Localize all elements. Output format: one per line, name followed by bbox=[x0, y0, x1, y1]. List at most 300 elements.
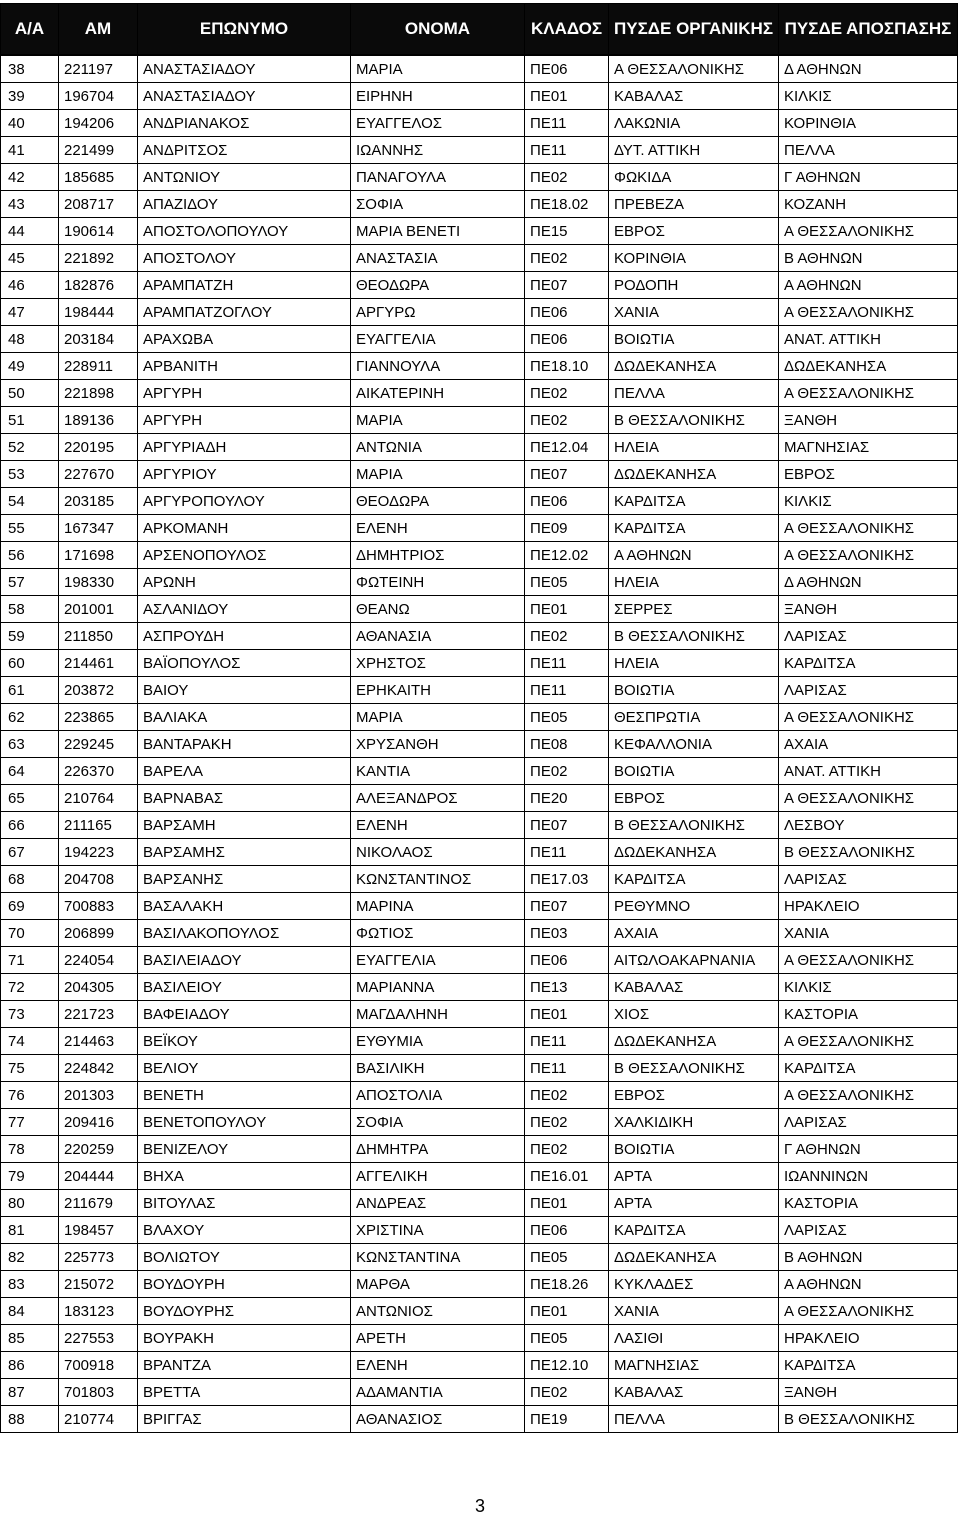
row-number-cell: 59 bbox=[1, 623, 59, 650]
secondment-pysde-cell: ΛΑΡΙΣΑΣ bbox=[779, 1109, 958, 1136]
first-name-cell: ΚΩΝΣΤΑΝΤΙΝΑ bbox=[351, 1244, 525, 1271]
table-row bbox=[1, 677, 958, 704]
first-name-cell: ΑΝΔΡΕΑΣ bbox=[351, 1190, 525, 1217]
organic-pysde-cell: ΚΟΡΙΝΘΙΑ bbox=[609, 245, 779, 272]
row-number-cell: 40 bbox=[1, 110, 59, 137]
table-row bbox=[1, 1001, 958, 1028]
organic-pysde-cell: ΑΡΤΑ bbox=[609, 1190, 779, 1217]
organic-pysde-cell: ΚΑΒΑΛΑΣ bbox=[609, 1379, 779, 1406]
surname-cell: ΑΡΓΥΡΙΑΔΗ bbox=[138, 434, 351, 461]
specialty-cell: ΠΕ05 bbox=[525, 704, 609, 731]
row-number-cell: 55 bbox=[1, 515, 59, 542]
first-name-cell: ΦΩΤΕΙΝΗ bbox=[351, 569, 525, 596]
first-name-cell: ΔΗΜΗΤΡΙΟΣ bbox=[351, 542, 525, 569]
table-body bbox=[1, 55, 958, 1433]
organic-pysde-cell: Β ΘΕΣΣΑΛΟΝΙΚΗΣ bbox=[609, 623, 779, 650]
specialty-cell: ΠΕ06 bbox=[525, 947, 609, 974]
secondment-pysde-cell: Α ΘΕΣΣΑΛΟΝΙΚΗΣ bbox=[779, 515, 958, 542]
secondment-pysde-cell: Α ΘΕΣΣΑΛΟΝΙΚΗΣ bbox=[779, 785, 958, 812]
organic-pysde-cell: ΔΩΔΕΚΑΝΗΣΑ bbox=[609, 1244, 779, 1271]
registry-number-cell: 190614 bbox=[59, 218, 138, 245]
specialty-cell: ΠΕ20 bbox=[525, 785, 609, 812]
first-name-cell: ΧΡΗΣΤΟΣ bbox=[351, 650, 525, 677]
secondment-pysde-cell: Α ΘΕΣΣΑΛΟΝΙΚΗΣ bbox=[779, 704, 958, 731]
secondment-pysde-cell: ΚΟΡΙΝΘΙΑ bbox=[779, 110, 958, 137]
first-name-cell: ΜΑΡΘΑ bbox=[351, 1271, 525, 1298]
surname-cell: ΑΠΟΣΤΟΛΟΥ bbox=[138, 245, 351, 272]
specialty-cell: ΠΕ18.02 bbox=[525, 191, 609, 218]
organic-pysde-cell: ΡΕΘΥΜΝΟ bbox=[609, 893, 779, 920]
table-row bbox=[1, 569, 958, 596]
surname-cell: ΑΝΑΣΤΑΣΙΑΔΟΥ bbox=[138, 83, 351, 110]
organic-pysde-cell: ΚΑΡΔΙΤΣΑ bbox=[609, 488, 779, 515]
organic-pysde-cell: Β ΘΕΣΣΑΛΟΝΙΚΗΣ bbox=[609, 407, 779, 434]
registry-number-cell: 204444 bbox=[59, 1163, 138, 1190]
surname-cell: ΒΛΑΧΟΥ bbox=[138, 1217, 351, 1244]
column-header-surname: ΕΠΩΝΥΜΟ bbox=[138, 4, 351, 56]
row-number-cell: 38 bbox=[1, 55, 59, 83]
organic-pysde-cell: ΚΑΒΑΛΑΣ bbox=[609, 83, 779, 110]
table-row bbox=[1, 1406, 958, 1433]
table-row bbox=[1, 542, 958, 569]
specialty-cell: ΠΕ02 bbox=[525, 407, 609, 434]
registry-number-cell: 183123 bbox=[59, 1298, 138, 1325]
column-header-name: ΟΝΟΜΑ bbox=[351, 4, 525, 56]
surname-cell: ΑΡΑΜΠΑΤΖΗ bbox=[138, 272, 351, 299]
table-row bbox=[1, 218, 958, 245]
row-number-cell: 65 bbox=[1, 785, 59, 812]
row-number-cell: 84 bbox=[1, 1298, 59, 1325]
surname-cell: ΒΑΣΙΛΕΙΑΔΟΥ bbox=[138, 947, 351, 974]
registry-number-cell: 215072 bbox=[59, 1271, 138, 1298]
table-row bbox=[1, 353, 958, 380]
row-number-cell: 75 bbox=[1, 1055, 59, 1082]
registry-number-cell: 198457 bbox=[59, 1217, 138, 1244]
first-name-cell: ΑΝΤΩΝΙΟΣ bbox=[351, 1298, 525, 1325]
organic-pysde-cell: ΗΛΕΙΑ bbox=[609, 569, 779, 596]
secondment-pysde-cell: ΚΑΡΔΙΤΣΑ bbox=[779, 650, 958, 677]
organic-pysde-cell: ΧΑΝΙΑ bbox=[609, 1298, 779, 1325]
surname-cell: ΒΑΦΕΙΑΔΟΥ bbox=[138, 1001, 351, 1028]
row-number-cell: 53 bbox=[1, 461, 59, 488]
specialty-cell: ΠΕ11 bbox=[525, 1055, 609, 1082]
column-header-organic-pysde: ΠΥΣΔΕ ΟΡΓΑΝΙΚΗΣ bbox=[609, 4, 779, 56]
surname-cell: ΑΡΩΝΗ bbox=[138, 569, 351, 596]
specialty-cell: ΠΕ12.04 bbox=[525, 434, 609, 461]
secondment-pysde-cell: ΞΑΝΘΗ bbox=[779, 596, 958, 623]
specialty-cell: ΠΕ18.26 bbox=[525, 1271, 609, 1298]
secondment-pysde-cell: ΚΙΛΚΙΣ bbox=[779, 974, 958, 1001]
surname-cell: ΒΡΑΝΤΖΑ bbox=[138, 1352, 351, 1379]
table-row bbox=[1, 1271, 958, 1298]
organic-pysde-cell: ΒΟΙΩΤΙΑ bbox=[609, 1136, 779, 1163]
row-number-cell: 41 bbox=[1, 137, 59, 164]
first-name-cell: ΙΩΑΝΝΗΣ bbox=[351, 137, 525, 164]
first-name-cell: ΑΛΕΞΑΝΔΡΟΣ bbox=[351, 785, 525, 812]
secondment-pysde-cell: ΙΩΑΝΝΙΝΩΝ bbox=[779, 1163, 958, 1190]
row-number-cell: 86 bbox=[1, 1352, 59, 1379]
organic-pysde-cell: Β ΘΕΣΣΑΛΟΝΙΚΗΣ bbox=[609, 812, 779, 839]
organic-pysde-cell: ΣΕΡΡΕΣ bbox=[609, 596, 779, 623]
specialty-cell: ΠΕ11 bbox=[525, 110, 609, 137]
specialty-cell: ΠΕ01 bbox=[525, 1190, 609, 1217]
secondment-pysde-cell: ΠΕΛΛΑ bbox=[779, 137, 958, 164]
registry-number-cell: 221892 bbox=[59, 245, 138, 272]
row-number-cell: 61 bbox=[1, 677, 59, 704]
specialty-cell: ΠΕ03 bbox=[525, 920, 609, 947]
first-name-cell: ΑΘΑΝΑΣΙΟΣ bbox=[351, 1406, 525, 1433]
organic-pysde-cell: ΚΕΦΑΛΛΟΝΙΑ bbox=[609, 731, 779, 758]
secondment-pysde-cell: Β ΑΘΗΝΩΝ bbox=[779, 1244, 958, 1271]
first-name-cell: ΕΛΕΝΗ bbox=[351, 515, 525, 542]
registry-number-cell: 214463 bbox=[59, 1028, 138, 1055]
surname-cell: ΒΑΣΙΛΑΚΟΠΟΥΛΟΣ bbox=[138, 920, 351, 947]
organic-pysde-cell: ΚΑΡΔΙΤΣΑ bbox=[609, 1217, 779, 1244]
surname-cell: ΒΡΙΓΓΑΣ bbox=[138, 1406, 351, 1433]
row-number-cell: 74 bbox=[1, 1028, 59, 1055]
secondment-pysde-cell: Α ΘΕΣΣΑΛΟΝΙΚΗΣ bbox=[779, 299, 958, 326]
secondment-pysde-cell: ΞΑΝΘΗ bbox=[779, 1379, 958, 1406]
registry-number-cell: 210764 bbox=[59, 785, 138, 812]
secondment-pysde-cell: Α ΑΘΗΝΩΝ bbox=[779, 1271, 958, 1298]
organic-pysde-cell: ΔΩΔΕΚΑΝΗΣΑ bbox=[609, 461, 779, 488]
row-number-cell: 77 bbox=[1, 1109, 59, 1136]
table-row bbox=[1, 1028, 958, 1055]
column-header-aa: Α/Α bbox=[1, 4, 59, 56]
specialty-cell: ΠΕ02 bbox=[525, 1109, 609, 1136]
surname-cell: ΒΑΡΣΑΝΗΣ bbox=[138, 866, 351, 893]
registry-number-cell: 209416 bbox=[59, 1109, 138, 1136]
surname-cell: ΑΠΑΖΙΔΟΥ bbox=[138, 191, 351, 218]
secondment-pysde-cell: Α ΘΕΣΣΑΛΟΝΙΚΗΣ bbox=[779, 542, 958, 569]
table-row bbox=[1, 893, 958, 920]
first-name-cell: ΑΠΟΣΤΟΛΙΑ bbox=[351, 1082, 525, 1109]
row-number-cell: 71 bbox=[1, 947, 59, 974]
row-number-cell: 79 bbox=[1, 1163, 59, 1190]
specialty-cell: ΠΕ02 bbox=[525, 1136, 609, 1163]
secondment-pysde-cell: Α ΘΕΣΣΑΛΟΝΙΚΗΣ bbox=[779, 1028, 958, 1055]
table-row bbox=[1, 407, 958, 434]
secondment-pysde-cell: ΕΒΡΟΣ bbox=[779, 461, 958, 488]
specialty-cell: ΠΕ11 bbox=[525, 839, 609, 866]
organic-pysde-cell: ΕΒΡΟΣ bbox=[609, 1082, 779, 1109]
registry-number-cell: 227670 bbox=[59, 461, 138, 488]
row-number-cell: 56 bbox=[1, 542, 59, 569]
organic-pysde-cell: ΑΙΤΩΛΟΑΚΑΡΝΑΝΙΑ bbox=[609, 947, 779, 974]
first-name-cell: ΜΑΡΙΑ bbox=[351, 461, 525, 488]
first-name-cell: ΘΕΟΔΩΡΑ bbox=[351, 272, 525, 299]
secondment-pysde-cell: Α ΘΕΣΣΑΛΟΝΙΚΗΣ bbox=[779, 380, 958, 407]
first-name-cell: ΚΩΝΣΤΑΝΤΙΝΟΣ bbox=[351, 866, 525, 893]
specialty-cell: ΠΕ12.10 bbox=[525, 1352, 609, 1379]
row-number-cell: 83 bbox=[1, 1271, 59, 1298]
row-number-cell: 68 bbox=[1, 866, 59, 893]
secondment-pysde-cell: ΜΑΓΝΗΣΙΑΣ bbox=[779, 434, 958, 461]
first-name-cell: ΕΙΡΗΝΗ bbox=[351, 83, 525, 110]
registry-number-cell: 214461 bbox=[59, 650, 138, 677]
surname-cell: ΑΡΚΟΜΑΝΗ bbox=[138, 515, 351, 542]
row-number-cell: 81 bbox=[1, 1217, 59, 1244]
organic-pysde-cell: ΑΧΑΙΑ bbox=[609, 920, 779, 947]
registry-number-cell: 227553 bbox=[59, 1325, 138, 1352]
specialty-cell: ΠΕ01 bbox=[525, 596, 609, 623]
row-number-cell: 70 bbox=[1, 920, 59, 947]
surname-cell: ΑΡΒΑΝΙΤΗ bbox=[138, 353, 351, 380]
row-number-cell: 54 bbox=[1, 488, 59, 515]
row-number-cell: 62 bbox=[1, 704, 59, 731]
table-row bbox=[1, 596, 958, 623]
row-number-cell: 52 bbox=[1, 434, 59, 461]
table-row bbox=[1, 1163, 958, 1190]
row-number-cell: 43 bbox=[1, 191, 59, 218]
organic-pysde-cell: ΛΑΚΩΝΙΑ bbox=[609, 110, 779, 137]
table-row bbox=[1, 1325, 958, 1352]
registry-number-cell: 210774 bbox=[59, 1406, 138, 1433]
registry-number-cell: 194223 bbox=[59, 839, 138, 866]
row-number-cell: 82 bbox=[1, 1244, 59, 1271]
registry-number-cell: 224842 bbox=[59, 1055, 138, 1082]
row-number-cell: 39 bbox=[1, 83, 59, 110]
row-number-cell: 76 bbox=[1, 1082, 59, 1109]
surname-cell: ΒΕΝΕΤΟΠΟΥΛΟΥ bbox=[138, 1109, 351, 1136]
surname-cell: ΒΑΪΟΠΟΥΛΟΣ bbox=[138, 650, 351, 677]
first-name-cell: ΒΑΣΙΛΙΚΗ bbox=[351, 1055, 525, 1082]
table-row bbox=[1, 245, 958, 272]
organic-pysde-cell: ΗΛΕΙΑ bbox=[609, 650, 779, 677]
specialty-cell: ΠΕ02 bbox=[525, 623, 609, 650]
organic-pysde-cell: ΚΑΒΑΛΑΣ bbox=[609, 974, 779, 1001]
surname-cell: ΑΡΓΥΡΙΟΥ bbox=[138, 461, 351, 488]
table-header bbox=[1, 4, 958, 56]
organic-pysde-cell: ΕΒΡΟΣ bbox=[609, 218, 779, 245]
organic-pysde-cell: ΦΩΚΙΔΑ bbox=[609, 164, 779, 191]
secondment-pysde-cell: Α ΘΕΣΣΑΛΟΝΙΚΗΣ bbox=[779, 218, 958, 245]
surname-cell: ΑΠΟΣΤΟΛΟΠΟΥΛΟΥ bbox=[138, 218, 351, 245]
organic-pysde-cell: ΔΩΔΕΚΑΝΗΣΑ bbox=[609, 1028, 779, 1055]
organic-pysde-cell: ΠΕΛΛΑ bbox=[609, 1406, 779, 1433]
secondment-pysde-cell: Α ΘΕΣΣΑΛΟΝΙΚΗΣ bbox=[779, 947, 958, 974]
registry-number-cell: 201303 bbox=[59, 1082, 138, 1109]
first-name-cell: ΜΑΡΙΑ bbox=[351, 55, 525, 83]
surname-cell: ΒΑΛΙΑΚΑ bbox=[138, 704, 351, 731]
registry-number-cell: 171698 bbox=[59, 542, 138, 569]
secondment-pysde-cell: ΚΙΛΚΙΣ bbox=[779, 83, 958, 110]
secondment-pysde-cell: ΞΑΝΘΗ bbox=[779, 407, 958, 434]
row-number-cell: 47 bbox=[1, 299, 59, 326]
table-row bbox=[1, 380, 958, 407]
secondment-pysde-cell: ΧΑΝΙΑ bbox=[779, 920, 958, 947]
specialty-cell: ΠΕ06 bbox=[525, 326, 609, 353]
first-name-cell: ΑΝΑΣΤΑΣΙΑ bbox=[351, 245, 525, 272]
specialty-cell: ΠΕ08 bbox=[525, 731, 609, 758]
specialty-cell: ΠΕ01 bbox=[525, 1001, 609, 1028]
first-name-cell: ΜΑΡΙΝΑ bbox=[351, 893, 525, 920]
surname-cell: ΒΟΥΔΟΥΡΗ bbox=[138, 1271, 351, 1298]
first-name-cell: ΧΡΙΣΤΙΝΑ bbox=[351, 1217, 525, 1244]
specialty-cell: ΠΕ09 bbox=[525, 515, 609, 542]
organic-pysde-cell: ΗΛΕΙΑ bbox=[609, 434, 779, 461]
table-row bbox=[1, 83, 958, 110]
column-header-specialty: ΚΛΑΔΟΣ bbox=[525, 4, 609, 56]
table-row bbox=[1, 1352, 958, 1379]
organic-pysde-cell: ΚΑΡΔΙΤΣΑ bbox=[609, 515, 779, 542]
specialty-cell: ΠΕ07 bbox=[525, 461, 609, 488]
organic-pysde-cell: ΘΕΣΠΡΩΤΙΑ bbox=[609, 704, 779, 731]
table-row bbox=[1, 434, 958, 461]
row-number-cell: 78 bbox=[1, 1136, 59, 1163]
organic-pysde-cell: Α ΘΕΣΣΑΛΟΝΙΚΗΣ bbox=[609, 55, 779, 83]
registry-number-cell: 221499 bbox=[59, 137, 138, 164]
organic-pysde-cell: ΔΥΤ. ΑΤΤΙΚΗ bbox=[609, 137, 779, 164]
specialty-cell: ΠΕ12.02 bbox=[525, 542, 609, 569]
specialty-cell: ΠΕ06 bbox=[525, 55, 609, 83]
surname-cell: ΒΡΕΤΤΑ bbox=[138, 1379, 351, 1406]
registry-number-cell: 206899 bbox=[59, 920, 138, 947]
specialty-cell: ΠΕ07 bbox=[525, 893, 609, 920]
row-number-cell: 64 bbox=[1, 758, 59, 785]
first-name-cell: ΧΡΥΣΑΝΘΗ bbox=[351, 731, 525, 758]
table-row bbox=[1, 164, 958, 191]
row-number-cell: 49 bbox=[1, 353, 59, 380]
secondment-pysde-cell: Γ ΑΘΗΝΩΝ bbox=[779, 164, 958, 191]
secondment-pysde-cell: Δ ΑΘΗΝΩΝ bbox=[779, 55, 958, 83]
first-name-cell: ΝΙΚΟΛΑΟΣ bbox=[351, 839, 525, 866]
row-number-cell: 60 bbox=[1, 650, 59, 677]
organic-pysde-cell: ΡΟΔΟΠΗ bbox=[609, 272, 779, 299]
table-row bbox=[1, 461, 958, 488]
organic-pysde-cell: ΒΟΙΩΤΙΑ bbox=[609, 758, 779, 785]
registry-number-cell: 203872 bbox=[59, 677, 138, 704]
registry-number-cell: 225773 bbox=[59, 1244, 138, 1271]
registry-number-cell: 204305 bbox=[59, 974, 138, 1001]
specialty-cell: ΠΕ13 bbox=[525, 974, 609, 1001]
row-number-cell: 48 bbox=[1, 326, 59, 353]
teacher-assignment-table bbox=[0, 3, 958, 1433]
table-row bbox=[1, 785, 958, 812]
table-row bbox=[1, 1136, 958, 1163]
secondment-pysde-cell: Α ΘΕΣΣΑΛΟΝΙΚΗΣ bbox=[779, 1298, 958, 1325]
surname-cell: ΒΑΝΤΑΡΑΚΗ bbox=[138, 731, 351, 758]
specialty-cell: ΠΕ05 bbox=[525, 1325, 609, 1352]
first-name-cell: ΜΑΡΙΑ ΒΕΝΕΤΙ bbox=[351, 218, 525, 245]
registry-number-cell: 211850 bbox=[59, 623, 138, 650]
specialty-cell: ΠΕ06 bbox=[525, 488, 609, 515]
specialty-cell: ΠΕ15 bbox=[525, 218, 609, 245]
registry-number-cell: 198444 bbox=[59, 299, 138, 326]
table-row bbox=[1, 515, 958, 542]
secondment-pysde-cell: ΚΙΛΚΙΣ bbox=[779, 488, 958, 515]
organic-pysde-cell: ΠΡΕΒΕΖΑ bbox=[609, 191, 779, 218]
secondment-pysde-cell: ΛΑΡΙΣΑΣ bbox=[779, 1217, 958, 1244]
surname-cell: ΑΝΤΩΝΙΟΥ bbox=[138, 164, 351, 191]
first-name-cell: ΜΑΡΙΑ bbox=[351, 704, 525, 731]
first-name-cell: ΑΓΓΕΛΙΚΗ bbox=[351, 1163, 525, 1190]
table-row bbox=[1, 1379, 958, 1406]
first-name-cell: ΕΥΑΓΓΕΛΙΑ bbox=[351, 947, 525, 974]
organic-pysde-cell: ΜΑΓΝΗΣΙΑΣ bbox=[609, 1352, 779, 1379]
secondment-pysde-cell: Γ ΑΘΗΝΩΝ bbox=[779, 1136, 958, 1163]
specialty-cell: ΠΕ11 bbox=[525, 137, 609, 164]
surname-cell: ΒΑΡΣΑΜΗΣ bbox=[138, 839, 351, 866]
specialty-cell: ΠΕ11 bbox=[525, 650, 609, 677]
first-name-cell: ΕΛΕΝΗ bbox=[351, 1352, 525, 1379]
column-header-secondment-pysde: ΠΥΣΔΕ ΑΠΟΣΠΑΣΗΣ bbox=[779, 4, 958, 56]
surname-cell: ΑΡΓΥΡΟΠΟΥΛΟΥ bbox=[138, 488, 351, 515]
surname-cell: ΒΗΧΑ bbox=[138, 1163, 351, 1190]
row-number-cell: 87 bbox=[1, 1379, 59, 1406]
row-number-cell: 50 bbox=[1, 380, 59, 407]
table-row bbox=[1, 299, 958, 326]
first-name-cell: ΣΟΦΙΑ bbox=[351, 1109, 525, 1136]
row-number-cell: 66 bbox=[1, 812, 59, 839]
secondment-pysde-cell: Α ΘΕΣΣΑΛΟΝΙΚΗΣ bbox=[779, 1082, 958, 1109]
surname-cell: ΒΑΙΟΥ bbox=[138, 677, 351, 704]
surname-cell: ΑΡΑΜΠΑΤΖΟΓΛΟΥ bbox=[138, 299, 351, 326]
specialty-cell: ΠΕ07 bbox=[525, 272, 609, 299]
table-row bbox=[1, 1298, 958, 1325]
row-number-cell: 80 bbox=[1, 1190, 59, 1217]
specialty-cell: ΠΕ05 bbox=[525, 569, 609, 596]
specialty-cell: ΠΕ01 bbox=[525, 1298, 609, 1325]
specialty-cell: ΠΕ02 bbox=[525, 1082, 609, 1109]
surname-cell: ΒΟΥΔΟΥΡΗΣ bbox=[138, 1298, 351, 1325]
registry-number-cell: 189136 bbox=[59, 407, 138, 434]
table-row bbox=[1, 1109, 958, 1136]
surname-cell: ΒΕΪΚΟΥ bbox=[138, 1028, 351, 1055]
row-number-cell: 63 bbox=[1, 731, 59, 758]
row-number-cell: 57 bbox=[1, 569, 59, 596]
organic-pysde-cell: ΕΒΡΟΣ bbox=[609, 785, 779, 812]
registry-number-cell: 220259 bbox=[59, 1136, 138, 1163]
table-row bbox=[1, 1190, 958, 1217]
organic-pysde-cell: ΑΡΤΑ bbox=[609, 1163, 779, 1190]
row-number-cell: 67 bbox=[1, 839, 59, 866]
registry-number-cell: 198330 bbox=[59, 569, 138, 596]
column-header-am: ΑΜ bbox=[59, 4, 138, 56]
table-row bbox=[1, 758, 958, 785]
surname-cell: ΑΡΓΥΡΗ bbox=[138, 380, 351, 407]
first-name-cell: ΣΟΦΙΑ bbox=[351, 191, 525, 218]
table-row bbox=[1, 974, 958, 1001]
specialty-cell: ΠΕ18.10 bbox=[525, 353, 609, 380]
row-number-cell: 69 bbox=[1, 893, 59, 920]
secondment-pysde-cell: ΛΑΡΙΣΑΣ bbox=[779, 623, 958, 650]
surname-cell: ΒΑΣΑΛΑΚΗ bbox=[138, 893, 351, 920]
specialty-cell: ΠΕ17.03 bbox=[525, 866, 609, 893]
registry-number-cell: 701803 bbox=[59, 1379, 138, 1406]
registry-number-cell: 700918 bbox=[59, 1352, 138, 1379]
row-number-cell: 44 bbox=[1, 218, 59, 245]
surname-cell: ΑΡΑΧΩΒΑ bbox=[138, 326, 351, 353]
secondment-pysde-cell: Β ΑΘΗΝΩΝ bbox=[779, 245, 958, 272]
table-row bbox=[1, 623, 958, 650]
surname-cell: ΒΙΤΟΥΛΑΣ bbox=[138, 1190, 351, 1217]
first-name-cell: ΘΕΑΝΩ bbox=[351, 596, 525, 623]
registry-number-cell: 211165 bbox=[59, 812, 138, 839]
secondment-pysde-cell: Α ΑΘΗΝΩΝ bbox=[779, 272, 958, 299]
specialty-cell: ΠΕ05 bbox=[525, 1244, 609, 1271]
organic-pysde-cell: ΧΑΛΚΙΔΙΚΗ bbox=[609, 1109, 779, 1136]
registry-number-cell: 223865 bbox=[59, 704, 138, 731]
first-name-cell: ΑΡΕΤΗ bbox=[351, 1325, 525, 1352]
secondment-pysde-cell: ΛΕΣΒΟΥ bbox=[779, 812, 958, 839]
specialty-cell: ΠΕ01 bbox=[525, 83, 609, 110]
specialty-cell: ΠΕ16.01 bbox=[525, 1163, 609, 1190]
specialty-cell: ΠΕ06 bbox=[525, 299, 609, 326]
organic-pysde-cell: Α ΑΘΗΝΩΝ bbox=[609, 542, 779, 569]
surname-cell: ΑΣΛΑΝΙΔΟΥ bbox=[138, 596, 351, 623]
registry-number-cell: 204708 bbox=[59, 866, 138, 893]
